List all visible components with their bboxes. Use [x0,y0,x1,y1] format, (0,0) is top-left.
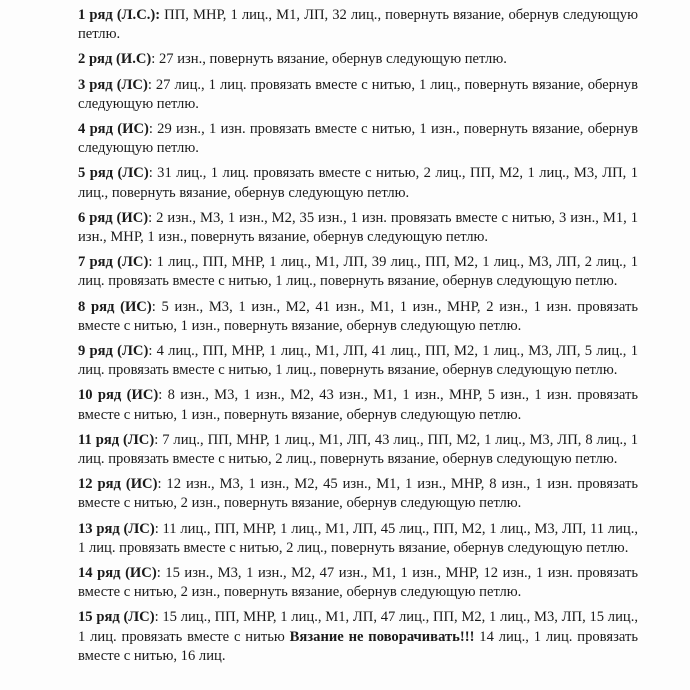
row-label: 7 ряд (ЛС) [78,254,149,271]
row-text: : 12 изн., М3, 1 изн., М2, 45 изн., М1, 1 изн., МНР, 8 изн., 1 изн. провязать вместе с нитью, 2 изн., повернуть вязание, обернув следующую петлю. [78,476,638,512]
row-text: : 4 лиц., ПП, МНР, 1 лиц., М1, ЛП, 41 лиц., ПП, М2, 1 лиц., М3, ЛП, 5 лиц., 1 лиц. провязать вместе с нитью, 1 лиц., повернуть вязание, обернув следующую петлю. [78,343,639,379]
pattern-row-7 [78,253,638,291]
row-label: 4 ряд (ИС) [78,121,149,138]
row-label: 14 ряд (ИС) [78,565,157,582]
row-text: : 15 лиц., ПП, МНР, 1 лиц., М1, ЛП, 47 лиц., ПП, М2, 1 лиц., М3, ЛП, 15 лиц., 1 лиц. провязать вместе с нитью [78,609,638,645]
row-label: 3 ряд (ЛС) [78,76,148,93]
row-text: : 1 лиц., ПП, МНР, 1 лиц., М1, ЛП, 39 лиц., ПП, М2, 1 лиц., М3, ЛП, 2 лиц., 1 лиц. провязать вместе с нитью, 1 лиц., повернуть вязание, обернув следующую петлю. [78,254,639,290]
row-label: 8 ряд (ИС) [78,298,152,315]
pattern-row-12 [78,475,638,513]
row-label: 12 ряд (ИС) [78,476,158,493]
pattern-row-8 [78,298,638,336]
row-label: 10 ряд (ИС) [78,387,159,404]
row-text: : 7 лиц., ПП, МНР, 1 лиц., М1, ЛП, 43 лиц., ПП, М2, 1 лиц., М3, ЛП, 8 лиц., 1 лиц. провязать вместе с нитью, 2 лиц., повернуть вязание, обернув следующую петлю. [78,431,638,468]
pattern-row-3 [78,76,638,114]
row-text: : 8 изн., М3, 1 изн., М2, 43 изн., М1, 1 изн., МНР, 5 изн., 1 изн. провязать вместе с нитью, 1 изн., повернуть вязание, обернув следующую петлю. [78,387,638,423]
row-text: : 2 изн., М3, 1 изн., М2, 35 изн., 1 изн. провязать вместе с нитью, 3 изн., М1, 1 изн., МНР, 1 изн., повернуть вязание, обернув следующую петлю. [78,209,638,246]
pattern-row-15 [78,608,638,666]
row-label: 1 ряд (Л.С.): [78,7,161,23]
pattern-row-13 [78,520,638,558]
row-text: : 29 изн., 1 изн. провязать вместе с нитью, 1 изн., повернуть вязание, обернув следующую петлю. [78,121,638,157]
pattern-row-4 [78,120,638,158]
pattern-row-11 [78,431,638,469]
pattern-row-5 [78,164,638,202]
row-text: : 27 изн., повернуть вязание, обернув следующую петлю. [151,51,507,68]
do-not-turn-warning: Вязание не поворачивать!!! [289,628,475,645]
row-text: ПП, МНР, 1 лиц., М1, ЛП, 32 лиц., повернуть вязание, обернув следующую петлю. [78,7,638,43]
pattern-row-2 [78,50,638,69]
row-label: 11 ряд (ЛС) [78,431,155,448]
pattern-row-9 [78,342,638,380]
pattern-row-6 [78,209,638,247]
pattern-row-10 [78,386,638,424]
row-label: 9 ряд (ЛС) [78,343,149,360]
row-text: : 11 лиц., ПП, МНР, 1 лиц., М1, ЛП, 45 лиц., ПП, М2, 1 лиц., М3, ЛП, 11 лиц., 1 лиц. провязать вместе с нитью, 2 лиц., повернуть вязание, обернув следующую петлю. [78,520,639,556]
row-text-continued: 14 лиц., 1 лиц. провязать вместе с нитью, 16 лиц. [78,628,638,664]
row-label: 6 ряд (ИС) [78,209,149,226]
row-label: 15 ряд (ЛС) [78,609,155,626]
row-text: : 27 лиц., 1 лиц. провязать вместе с нитью, 1 лиц., повернуть вязание, обернув следующую петлю. [78,76,638,112]
row-text: : 31 лиц., 1 лиц. провязать вместе с нитью, 2 лиц., ПП, М2, 1 лиц., М3, ЛП, 1 лиц., повернуть вязание, обернув следующую петлю. [78,165,639,201]
row-label: 2 ряд (И.С) [78,51,152,68]
row-label: 5 ряд (ЛС) [78,165,149,182]
pattern-row-14 [78,564,638,602]
row-label: 13 ряд (ЛС) [78,520,155,537]
row-text: : 5 изн., М3, 1 изн., М2, 41 изн., М1, 1 изн., МНР, 2 изн., 1 изн. провязать вместе с нитью, 1 изн., повернуть вязание, обернув следующую петлю. [78,298,639,334]
pattern-row-1 [78,6,638,44]
row-text: : 15 изн., М3, 1 изн., М2, 47 изн., М1, 1 изн., МНР, 12 изн., 1 изн. провязать вместе с нитью, 2 изн., повернуть вязание, обернув следующую петлю. [78,565,638,601]
